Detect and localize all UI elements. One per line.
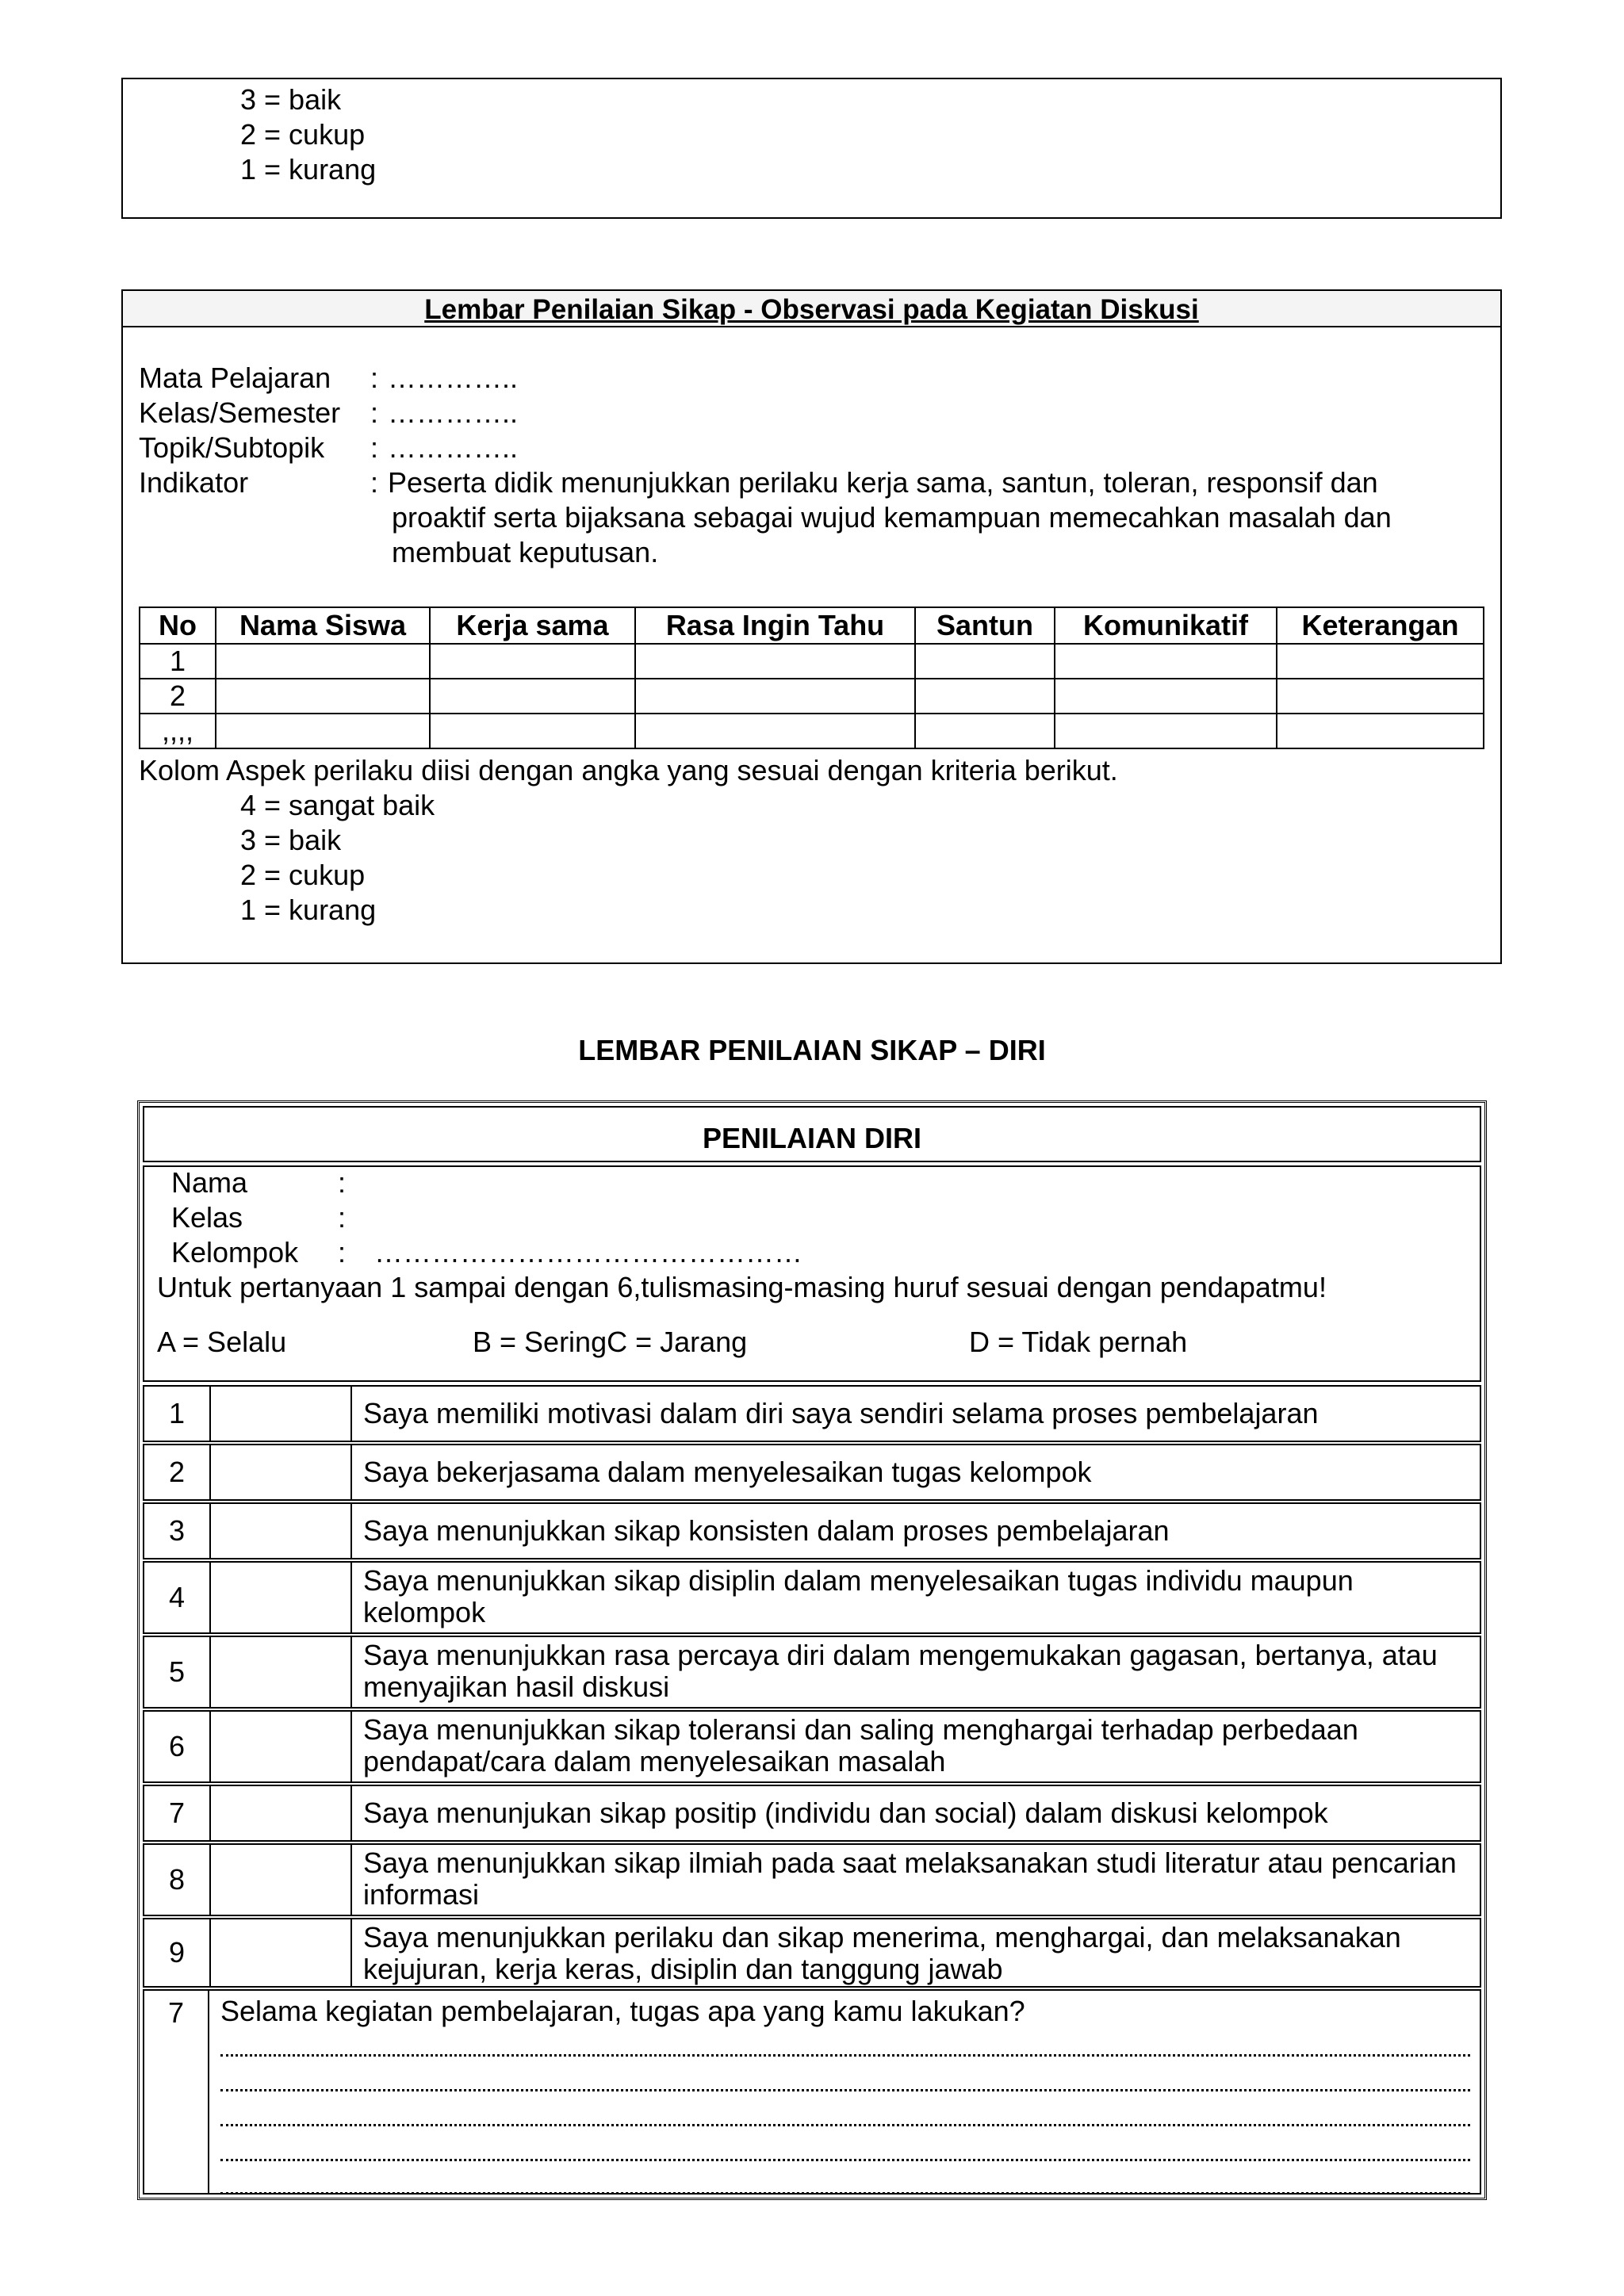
table-header: Rasa Ingin Tahu — [635, 607, 915, 644]
table-cell[interactable] — [216, 644, 430, 679]
field-colon: : — [370, 396, 379, 429]
answer-line[interactable] — [220, 2054, 1470, 2057]
field-label: Kelompok — [171, 1236, 299, 1269]
statement-number: 7 — [144, 1786, 211, 1840]
table-cell[interactable] — [216, 714, 430, 748]
statement-text: Saya memiliki motivasi dalam diri saya sendiri selama proses pembelajaran — [363, 1397, 1319, 1429]
field-value: ………….. — [388, 396, 519, 429]
field-label: Mata Pelajaran — [139, 362, 331, 394]
observation-sheet — [121, 289, 1502, 964]
criteria-box-top — [121, 78, 1502, 219]
table-cell[interactable] — [430, 644, 635, 679]
self-assessment-form — [137, 1100, 1487, 2200]
answer-line[interactable] — [220, 2089, 1470, 2091]
table-cell[interactable] — [216, 679, 430, 714]
criteria-note: Kolom Aspek perilaku diisi dengan angka yang sesuai dengan kriteria berikut. — [139, 754, 1118, 786]
indicator-line: proaktif serta bijaksana sebagai wujud kemampuan memecahkan masalah dan — [392, 501, 1392, 534]
observation-title: Lembar Penilaian Sikap - Observasi pada Kegiatan Diskusi — [424, 294, 1199, 325]
statement-number: 6 — [144, 1712, 211, 1781]
answer-cell[interactable] — [211, 1387, 352, 1441]
table-header: Keterangan — [1277, 607, 1484, 644]
table-cell-no: ,,,, — [140, 714, 216, 748]
field-value: ………….. — [388, 362, 519, 394]
option-a: A = Selalu — [157, 1326, 287, 1358]
option-bc: B = SeringC = Jarang — [473, 1326, 748, 1358]
answer-line[interactable] — [220, 2192, 1470, 2195]
self-assessment-title-box — [143, 1106, 1481, 1162]
statement-row — [143, 1636, 1481, 1709]
answer-cell[interactable] — [211, 1504, 352, 1558]
field-colon: : — [370, 362, 379, 394]
table-cell[interactable] — [635, 644, 915, 679]
criteria-item: 1 = kurang — [240, 894, 377, 926]
statement-row — [143, 1785, 1481, 1842]
criteria-item: 2 = cukup — [240, 118, 366, 151]
statement-number: 5 — [144, 1637, 211, 1707]
statement-number: 9 — [144, 1919, 211, 1986]
answer-cell[interactable] — [211, 1445, 352, 1499]
answer-cell[interactable] — [211, 1786, 352, 1840]
answer-line[interactable] — [220, 2124, 1470, 2126]
statement-row — [143, 1385, 1481, 1442]
statement-text: Saya menunjukkan perilaku dan sikap menerima, menghargai, dan melaksanakan kejujuran, kerja keras, disiplin dan tanggung jawab — [363, 1921, 1401, 1985]
table-cell[interactable] — [915, 714, 1055, 748]
table-header: Santun — [915, 607, 1055, 644]
statement-text: Saya bekerjasama dalam menyelesaikan tugas kelompok — [363, 1456, 1092, 1488]
field-label: Kelas — [171, 1201, 243, 1234]
field-label: Topik/Subtopik — [139, 431, 325, 464]
observation-table — [139, 607, 1484, 749]
question-number: 7 — [144, 1991, 209, 2193]
open-question-row — [143, 1989, 1481, 2195]
statement-text: Saya menunjukkan sikap disiplin dalam menyelesaikan tugas individu maupun kelompok — [363, 1564, 1354, 1628]
field-colon: : — [338, 1236, 347, 1269]
table-cell[interactable] — [1055, 644, 1277, 679]
answer-cell[interactable] — [211, 1637, 352, 1707]
answer-line[interactable] — [220, 2159, 1470, 2161]
statement-number: 1 — [144, 1387, 211, 1441]
answer-cell[interactable] — [211, 1563, 352, 1632]
answer-cell[interactable] — [211, 1845, 352, 1915]
indicator-line: membuat keputusan. — [392, 536, 659, 568]
table-cell-no: 2 — [140, 679, 216, 714]
field-colon: : — [370, 431, 379, 464]
criteria-item: 3 = baik — [240, 83, 342, 116]
self-assessment-info — [143, 1165, 1481, 1382]
table-cell[interactable] — [915, 644, 1055, 679]
table-row — [140, 679, 1484, 714]
instruction-text: Untuk pertanyaan 1 sampai dengan 6,tulismasing-masing huruf sesuai dengan pendapatmu! — [157, 1271, 1327, 1303]
statement-number: 3 — [144, 1504, 211, 1558]
table-cell[interactable] — [635, 714, 915, 748]
field-value: ………….. — [388, 431, 519, 464]
table-cell[interactable] — [915, 679, 1055, 714]
statement-row — [143, 1918, 1481, 1988]
table-cell[interactable] — [1277, 644, 1484, 679]
observation-title-row — [123, 291, 1500, 327]
statement-text: Saya menunjukan sikap positip (individu dan social) dalam diskusi kelompok — [363, 1797, 1328, 1829]
statement-number: 4 — [144, 1563, 211, 1632]
self-assessment-title: PENILAIAN DIRI — [702, 1122, 921, 1154]
statement-row — [143, 1561, 1481, 1634]
table-cell[interactable] — [1055, 679, 1277, 714]
table-header: Nama Siswa — [216, 607, 430, 644]
statement-number: 8 — [144, 1845, 211, 1915]
statement-row — [143, 1843, 1481, 1916]
field-label: Nama — [171, 1166, 248, 1199]
statement-row — [143, 1710, 1481, 1783]
statement-number: 2 — [144, 1445, 211, 1499]
table-cell[interactable] — [635, 679, 915, 714]
table-row — [140, 714, 1484, 748]
criteria-item: 2 = cukup — [240, 859, 366, 891]
field-colon: : — [338, 1201, 347, 1234]
table-header: Komunikatif — [1055, 607, 1277, 644]
table-cell[interactable] — [1277, 714, 1484, 748]
statement-row — [143, 1444, 1481, 1501]
table-cell[interactable] — [430, 714, 635, 748]
table-header: No — [140, 607, 216, 644]
table-cell[interactable] — [430, 679, 635, 714]
table-header-row — [140, 607, 1484, 644]
field-label: Indikator — [139, 466, 249, 499]
statement-text: Saya menunjukkan sikap ilmiah pada saat melaksanakan studi literatur atau pencarian informasi — [363, 1846, 1457, 1911]
indicator-line: Peserta didik menunjukkan perilaku kerja sama, santun, toleran, responsif dan — [388, 466, 1378, 499]
statement-text: Saya menunjukkan sikap toleransi dan saling menghargai terhadap perbedaan pendapat/cara dalam menyelesaikan masalah — [363, 1713, 1358, 1777]
answer-cell[interactable] — [211, 1712, 352, 1781]
table-cell-no: 1 — [140, 644, 216, 679]
statement-row — [143, 1502, 1481, 1559]
statement-text: Saya menunjukkan rasa percaya diri dalam mengemukakan gagasan, bertanya, atau menyajikan hasil diskusi — [363, 1639, 1438, 1703]
statement-text: Saya menunjukkan sikap konsisten dalam proses pembelajaran — [363, 1514, 1170, 1547]
answer-cell[interactable] — [211, 1919, 352, 1986]
option-d: D = Tidak pernah — [969, 1326, 1188, 1358]
self-assessment-heading: LEMBAR PENILAIAN SIKAP – DIRI — [578, 1034, 1046, 1066]
field-label: Kelas/Semester — [139, 396, 341, 429]
open-question-text: Selama kegiatan pembelajaran, tugas apa yang kamu lakukan? — [220, 1995, 1025, 2027]
table-cell[interactable] — [1055, 714, 1277, 748]
field-colon: : — [370, 466, 379, 499]
table-cell[interactable] — [1277, 679, 1484, 714]
field-value: ……………………………………… — [374, 1236, 802, 1269]
table-row — [140, 644, 1484, 679]
table-header: Kerja sama — [430, 607, 635, 644]
criteria-item: 4 = sangat baik — [240, 789, 435, 821]
field-colon: : — [338, 1166, 347, 1199]
criteria-item: 3 = baik — [240, 824, 342, 856]
criteria-item: 1 = kurang — [240, 153, 377, 186]
